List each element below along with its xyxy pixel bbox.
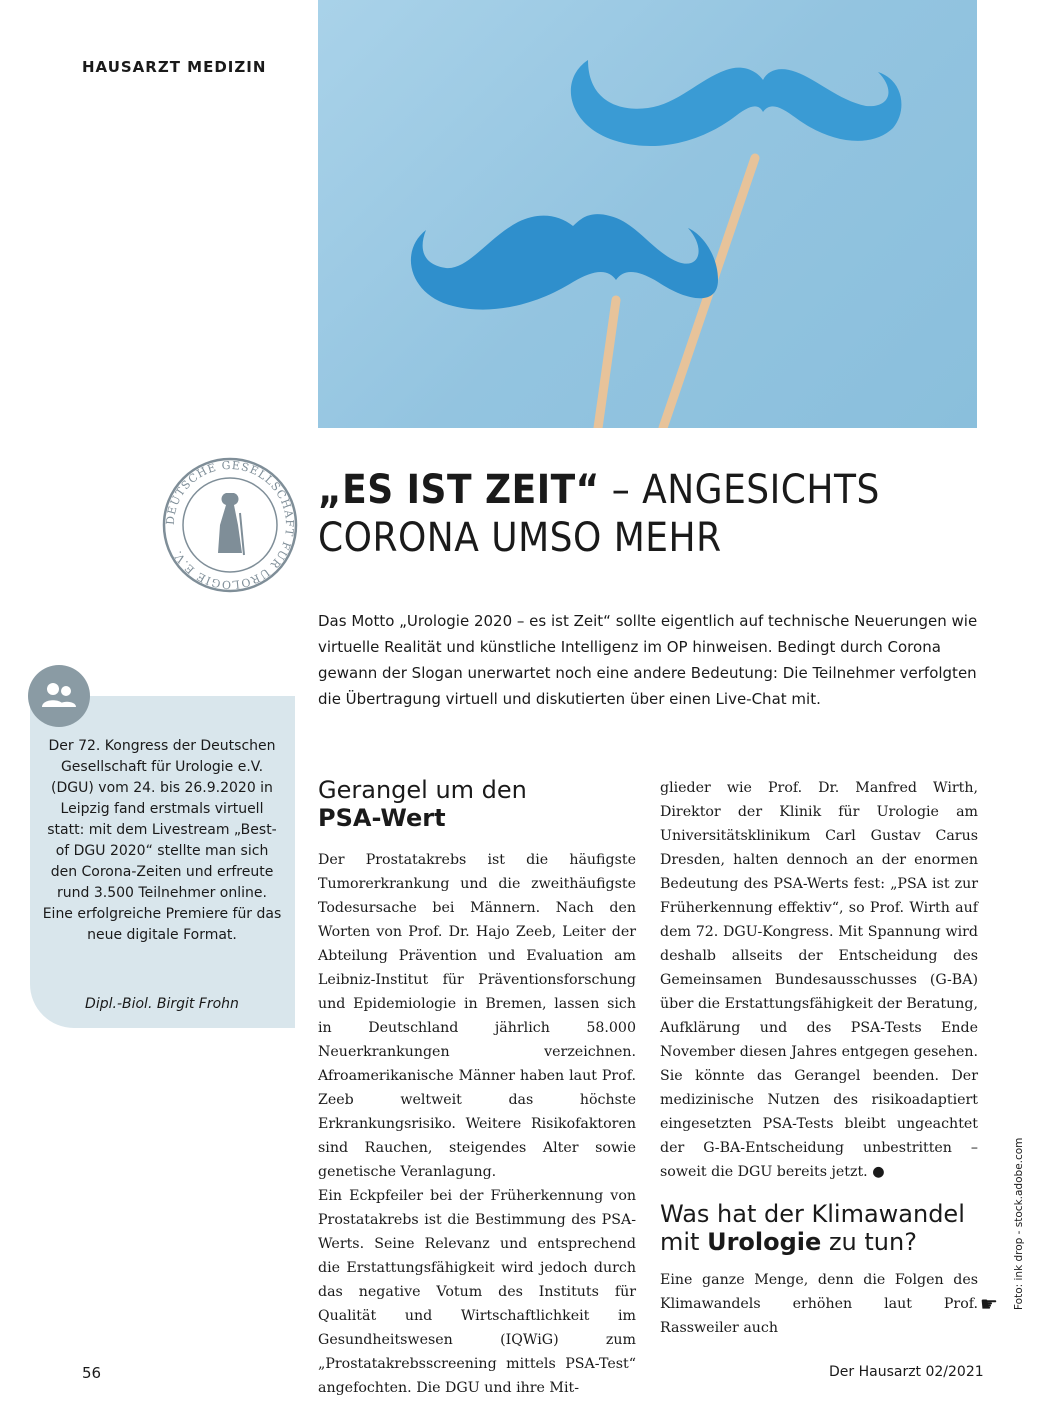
intro-paragraph: Das Motto „Urologie 2020 – es ist Zeit“ sollte eigentlich auf technische Neuerungen wie virtuelle Realität und künstliche Intelligenz im OP hinweisen. Bedingt durch Corona gewann der Slogan unerwartet noch eine andere Bedeutung: Die Teilnehmer verfolgten die Übertragung virtuell und diskutierten über einen Live-Chat mit. (318, 612, 978, 708)
subheading-psa-line2: PSA-Wert (318, 804, 446, 832)
headline-line2: CORONA UMSO MEHR (318, 515, 722, 561)
mustache-left (411, 214, 718, 309)
photo-credit: Foto: ink drop - stock.adobe.com (1013, 1137, 1025, 1310)
article-headline (318, 466, 958, 562)
page-number: 56 (82, 1364, 102, 1382)
subheading-psa (318, 776, 638, 832)
hero-image-mustaches (318, 0, 977, 428)
sidebar-author: Dipl.-Biol. Birgit Frohn (85, 996, 239, 1012)
pointing-hand-icon: ☛ (980, 1292, 998, 1316)
subheading-klima: Was hat der Klimawandel mit Urologie zu tun? (660, 1200, 965, 1256)
magazine-issue: Der Hausarzt 02/2021 (829, 1364, 984, 1380)
subheading-klima-bold: Urologie (707, 1228, 822, 1256)
column-1 (318, 848, 636, 1400)
stick-left (598, 300, 616, 428)
col1-paragraph-2: Ein Eckpfeiler bei der Früherkennung von Prostatakrebs ist die Bestimmung des PSA-Werts. Seine Relevanz und entsprechend die Erstattungsfähigkeit wird jedoch durch das negative Votum des Instituts für Qualität und Wirtschaftlichkeit im Gesundheitswesen (IQWiG) zum „Prostatakrebsscreening mittels PSA-Test“ angefochten. Die DGU und ihre Mit- (318, 1188, 636, 1396)
headline-rest: – ANGESICHTS (599, 467, 880, 513)
mustache-right (571, 60, 902, 146)
subheading-klima-line1: Was hat der Klimawandel (660, 1200, 965, 1228)
col2-paragraph-1: glieder wie Prof. Dr. Manfred Wirth, Direktor der Klinik für Urologie am Universitätsklinikum Carl Gustav Carus Dresden, halten dennoch an der enormen Bedeutung des PSA-Werts fest: „PSA ist zur Früherkennung effektiv“, so Prof. Wirth auf dem 72. DGU-Kongress. Mit Spannung wird deshalb allseits der Entscheidung des Gemeinsamen Bundesausschusses (G-BA) über die Erstattungsfähigkeit der Beratung, Aufklärung und des PSA-Tests Ende November diesen Jahres entgegen gesehen. Sie könnte das Gerangel beenden. Der medizinische Nutzen des risikoadaptiert eingesetzten PSA-Tests bleibt ungeachtet der G-BA-Entscheidung unbestritten – soweit die DGU bereits jetzt. ● (660, 780, 978, 1180)
column-2b (660, 1268, 978, 1340)
mustache-illustration (318, 0, 977, 428)
col2b-paragraph: Eine ganze Menge, denn die Folgen des Klimawandels erhöhen laut Prof. Rassweiler auch (660, 1272, 978, 1336)
col1-paragraph-1: Der Prostatakrebs ist die häufigste Tumorerkrankung und die zweithäufigste Todesursache bei Männern. Nach den Worten von Prof. Dr. Hajo Zeeb, Leiter der Abteilung Prävention und Evaluation am Leibniz-Institut für Präventionsforschung und Epidemiologie in Bremen, lassen sich in Deutschland jährlich 58.000 Neuerkrankungen verzeichnen. Afroamerikanische Männer haben laut Prof. Zeeb weltweit das höchste Erkrankungsrisiko. Weitere Risikofaktoren sind Rauchen, steigendes Alter sowie genetische Veranlagung. (318, 852, 636, 1180)
subheading-psa-line1: Gerangel um den (318, 776, 527, 804)
dgu-seal-logo (160, 455, 300, 595)
section-label: HAUSARZT MEDIZIN (82, 58, 267, 76)
column-2 (660, 776, 978, 1184)
seal-text: DEUTSCHE GESELLSCHAFT FÜR UROLOGIE E.V. (163, 458, 297, 592)
people-icon (28, 665, 90, 727)
sidebar-text: Der 72. Kongress der Deutschen Gesellschaft für Urologie e.V. (DGU) vom 24. bis 26.9.2020 in Leipzig fand erstmals virtuell statt: mit dem Livestream „Best-of DGU 2020“ stellte man sich den Corona-Zeiten und erfreute rund 3.500 Teilnehmer online. Eine erfolgreiche Premiere für das neue digitale Format. (42, 738, 282, 943)
headline-bold: „ES IST ZEIT“ (318, 467, 600, 513)
